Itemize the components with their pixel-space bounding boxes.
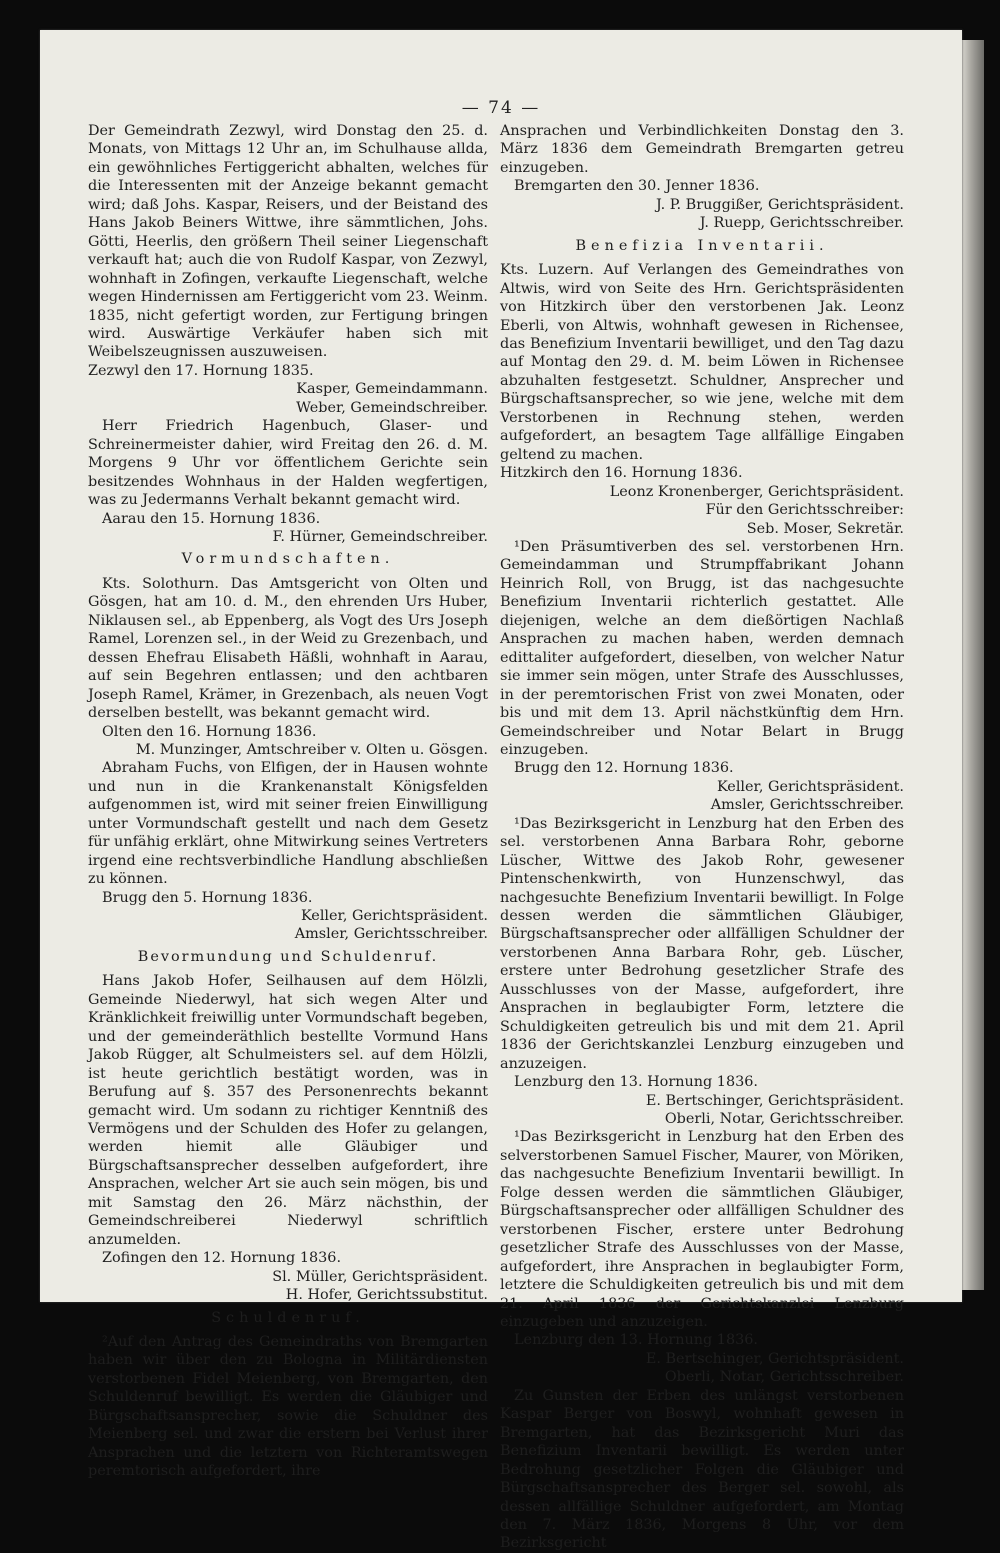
right-signature-line: Leonz Kronenberger, Gerichtspräsident.: [609, 483, 904, 500]
newspaper-page: [40, 30, 962, 1552]
right-signature-line: Für den Gerichtsschreiber:: [705, 502, 904, 519]
right-signature-line: Oberli, Notar, Gerichtsschreiber.: [664, 1369, 904, 1386]
left-paragraph: Brugg den 5. Hornung 1836.: [102, 889, 313, 906]
right-signature-line: J. P. Bruggißer, Gerichtspräsident.: [655, 196, 904, 213]
left-signature-line: Keller, Gerichtspräsident.: [300, 908, 488, 925]
left-signature-line: Sl. Müller, Gerichtspräsident.: [272, 1268, 488, 1285]
right-paragraph: Zu Gunsten der Erben des unlängst verstorbenen Kaspar Berger von Boswyl, wohnhaft gewesen in Bremgarten, hat das Bezirksgericht Muri das Benefizium Inventarii bewilligt. Es werden unter Bedrohung gesetzlicher Folgen die Gläubiger und Bürgschaftsansprecher des Berger sel. sowohl, als dessen allfällige Schuldner aufgefordert, am Montag den 7. März 1836, Morgens 8 Uhr, vor dem Bezirksgericht: [500, 1387, 904, 1552]
left-signature-line: Amsler, Gerichtsschreiber.: [294, 926, 488, 943]
right-paragraph: Lenzburg den 13. Hornung 1836.: [514, 1074, 758, 1091]
left-column: [88, 122, 488, 1481]
left-paragraph: Zofingen den 12. Hornung 1836.: [102, 1250, 342, 1267]
right-paragraph: Brugg den 12. Hornung 1836.: [514, 760, 734, 777]
left-signature-line: Weber, Gemeindschreiber.: [296, 399, 488, 416]
right-paragraph: Kts. Luzern. Auf Verlangen des Gemeindrathes von Altwis, wird von Seite des Hrn. Gerichtspräsidenten von Hitzkirch über den verstorbenen Jak. Leonz Eberli, von Altwis, wohnhaft gewesen in Richensee, das Benefizium Inventarii bewilliget, und den Tag dazu auf Montag den 29. d. M. beim Löwen in Richensee abzuhalten festgesetzt. Schuldner, Ansprecher und Bürgschaftsansprecher, so wie jene, welche mit dem Verstorbenen in Rechnung stehen, werden aufgefordert, an besagtem Tage allfällige Eingaben geltend zu machen.: [500, 262, 904, 463]
right-signature-line: Amsler, Gerichtsschreiber.: [710, 797, 904, 814]
left-paragraph: Aarau den 15. Hornung 1836.: [102, 510, 321, 527]
right-signature-line: Seb. Moser, Sekretär.: [746, 520, 904, 537]
right-section-heading: Benefizia Inventarii.: [575, 237, 829, 254]
right-paragraph: Bremgarten den 30. Jenner 1836.: [514, 178, 760, 195]
left-signature-line: M. Munzinger, Amtschreiber v. Olten u. Gösgen.: [135, 741, 488, 758]
left-paragraph: Kts. Solothurn. Das Amtsgericht von Olten und Gösgen, hat am 10. d. M., den ehrenden Urs Huber, Niklausen sel., ab Eppenberg, als Vogt des Urs Joseph Ramel, Lorenzen sel., in der Weid zu Grezenbach, und dessen Ehefrau Elisabeth Häßli, wohnhaft in Aarau, auf sein Begehren entlassen; und den achtbaren Joseph Ramel, Krämer, in Grezenbach, als neuen Vogt derselben bestellt, was bekannt gemacht wird.: [88, 575, 488, 722]
right-signature-line: E. Bertschinger, Gerichtspräsident.: [645, 1350, 904, 1367]
right-paragraph: ¹Das Bezirksgericht in Lenzburg hat den Erben des sel. verstorbenen Anna Barbara Rohr, geborne Lüscher, Wittwe des Jakob Rohr, gewesener Pintenschenkwirth, von Hunzenschwyl, das nachgesuchte Benefizium Inventarii bewilligt. In Folge dessen werden die sämmtlichen Gläubiger, Bürgschaftsansprecher oder allfälligen Schuldner der verstorbenen Anna Barbara Rohr, geb. Lüscher, erstere unter Bedrohung gesetzlicher Strafe des Ausschlusses von der Masse, aufgefordert, ihre Ansprachen in beglaubigter Form, letztere die Schuldigkeiten getreulich bis und mit dem 21. April 1836 der Gerichtskanzlei Lenzburg einzugeben und anzuzeigen.: [500, 815, 904, 1072]
left-paragraph: Zezwyl den 17. Hornung 1835.: [88, 362, 314, 379]
right-paragraph: ¹Den Präsumtiverben des sel. verstorbenen Hrn. Gemeindamman und Strumpffabrikant Johann Heinrich Roll, von Brugg, ist das nachgesuchte Benefizium Inventarii richterlich gestattet. Alle diejenigen, welche an dem dießörtigen Nachlaß Ansprachen zu machen haben, werden demnach edittaliter aufgefordert, dieselben, von welcher Natur sie immer sein mögen, unter Strafe des Ausschlusses, in der peremtorischen Frist von zwei Monaten, oder bis und mit dem 13. April nächstkünftig dem Hrn. Gemeindschreiber und Notar Belart in Brugg einzugeben.: [500, 538, 904, 758]
left-section-heading: Schuldenruf.: [211, 1309, 365, 1326]
left-section-heading: Vormundschaften.: [181, 551, 395, 568]
page-number: — 74 —: [461, 98, 541, 118]
right-paragraph: Lenzburg den 13. Hornung 1836.: [514, 1332, 758, 1349]
right-paragraph: ¹Das Bezirksgericht in Lenzburg hat den Erben des selverstorbenen Samuel Fischer, Maurer, von Möriken, das nachgesuchte Benefizium Inventarii bewilligt. In Folge dessen werden die sämmtlichen Gläubiger, Bürgschaftsansprecher oder allfälligen Schuldner des verstorbenen Fischer, erstere unter Bedrohung gesetzlicher Strafe des Ausschlusses von der Masse, aufgefordert, ihre Ansprachen in beglaubigter Form, letztere die Schuldigkeiten getreulich bis und mit dem 21. April 1836 der Gerichtskanzlei Lenzburg einzugeben und anzuzeigen.: [500, 1129, 904, 1330]
left-signature-line: H. Hofer, Gerichtssubstitut.: [285, 1287, 488, 1304]
left-paragraph: Herr Friedrich Hagenbuch, Glaser- und Schreinermeister dahier, wird Freitag den 26. d. M. Morgens 9 Uhr vor öffentlichem Gerichte sein besitzendes Wohnhaus in der Halden wegfertigen, was zu Jedermanns Verhalt bekannt gemacht wird.: [88, 418, 488, 509]
left-paragraph: Olten den 16. Hornung 1836.: [102, 723, 317, 740]
left-paragraph: Der Gemeindrath Zezwyl, wird Donstag den 25. d. Monats, von Mittags 12 Uhr an, im Schulhause allda, ein gewöhnliches Fertiggericht abhalten, welches für die Interessenten mit der Anzeige bekannt gemacht wird; daß Johs. Kaspar, Reisers, und der Beistand des Hans Jakob Beiners Wittwe, ihre sämmtlichen, Johs. Götti, Heerlis, den größern Theil seiner Liegenschaft verkauft hat; auch die von Rudolf Kaspar, von Zezwyl, wohnhaft in Zofingen, verkaufte Liegenschaft, welche wegen Hindernissen am Fertiggericht vom 23. Weinm. 1835, nicht gefertigt worden, zur Fertigung bringen wird. Auswärtige Verkäufer haben sich mit Weibelszeugnissen auszuweisen.: [88, 123, 488, 361]
right-signature-line: Keller, Gerichtspräsident.: [716, 778, 904, 795]
right-column: [500, 122, 904, 1553]
right-paragraph: Ansprachen und Verbindlichkeiten Donstag den 3. März 1836 dem Gemeindrath Bremgarten getreu einzugeben.: [500, 123, 904, 176]
left-section-heading: Bevormundung und Schuldenruf.: [137, 948, 439, 965]
right-signature-line: Oberli, Notar, Gerichtsschreiber.: [664, 1111, 904, 1128]
left-paragraph: Abraham Fuchs, von Elfigen, der in Hausen wohnte und nun in die Krankenanstalt Königsfelden aufgenommen ist, wird mit seiner freien Einwilligung unter Vormundschaft gestellt und nach dem Gesetz für unfähig erklärt, ohne Mitwirkung seines Vertreters irgend eine rechtsverbindliche Handlung abschließen zu können.: [88, 760, 488, 888]
left-paragraph: ²Auf den Antrag des Gemeindraths von Bremgarten haben wir über den zu Bologna in Militärdiensten verstorbenen Fidel Meienberg, von Bremgarten, den Schuldenruf bewilligt. Es werden die Gläubiger und Bürgschaftsansprecher, sowie die Schuldner des Meienberg sel. und zwar die erstern bei Verlust ihrer Ansprachen und die letztern von Richteramtswegen peremtorisch aufgefordert, ihre: [88, 1334, 488, 1480]
right-signature-line: J. Ruepp, Gerichtsschreiber.: [699, 215, 904, 232]
left-signature-line: Kasper, Gemeindammann.: [296, 381, 488, 398]
right-signature-line: E. Bertschinger, Gerichtspräsident.: [645, 1092, 904, 1109]
right-paragraph: Hitzkirch den 16. Hornung 1836.: [500, 465, 743, 482]
page-edge-shadow: [962, 40, 984, 1290]
left-paragraph: Hans Jakob Hofer, Seilhausen auf dem Hölzli, Gemeinde Niederwyl, hat sich wegen Alter und Kränklichkeit freiwillig unter Vormundschaft begeben, und der gemeinderäthlich bestellte Vormund Hans Jakob Rügger, alt Schulmeisters sel. auf dem Hölzli, ist heute gerichtlich bestätigt worden, was in Berufung auf §. 357 des Personenrechts bekannt gemacht wird. Um sodann zu richtiger Kenntniß des Vermögens und der Schulden des Hofer zu gelangen, werden hiemit alle Gläubiger und Bürgschaftsansprecher desselben aufgefordert, ihre Ansprachen, welcher Art sie auch sein mögen, bis und mit Samstag den 26. März nächsthin, der Gemeindschreiberei Niederwyl schriftlich anzumelden.: [88, 973, 488, 1248]
left-signature-line: F. Hürner, Gemeindschreiber.: [272, 528, 488, 545]
